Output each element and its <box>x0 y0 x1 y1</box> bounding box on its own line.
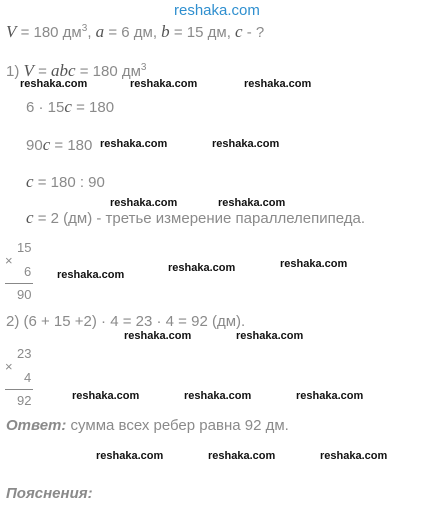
watermark: reshaka.com <box>124 330 192 342</box>
watermark: reshaka.com <box>212 138 280 150</box>
mult1-result: 90 <box>17 287 32 302</box>
mult1-sign: × <box>5 253 13 268</box>
watermark: reshaka.com <box>110 197 178 209</box>
given-volume: = 180 дм <box>20 24 82 41</box>
step1-formula: 1) V = abc = 180 $дм^3$ <box>6 61 147 80</box>
watermark: reshaka.com <box>244 78 312 90</box>
mult2-bottom: 4 <box>24 370 32 385</box>
step2-line: 2) (6 + 15 +2) · 4 = 23 · 4 = 92 (дм). <box>6 313 246 330</box>
answer-text: сумма всех ребер равна 92 дм. <box>70 417 289 434</box>
calc-line-4: c = 2 (дм) - третье измерение параллелепипеда. <box>26 208 366 227</box>
var-a: a <box>95 22 105 41</box>
watermark: reshaka.com <box>320 450 388 462</box>
watermark: reshaka.com <box>57 269 125 281</box>
var-b: b <box>161 22 170 41</box>
site-header[interactable]: reshaka.com <box>174 2 260 19</box>
answer-label: Ответ: <box>6 417 67 434</box>
mult2-sign: × <box>5 359 13 374</box>
watermark: reshaka.com <box>184 390 252 402</box>
explanations-heading: Пояснения: <box>6 485 93 502</box>
watermark: reshaka.com <box>208 450 276 462</box>
mult1-top: 15 <box>17 240 32 255</box>
watermark: reshaka.com <box>100 138 168 150</box>
mult2-top: 23 <box>17 346 32 361</box>
watermark: reshaka.com <box>20 78 88 90</box>
watermark: reshaka.com <box>296 390 364 402</box>
watermark: reshaka.com <box>236 330 304 342</box>
watermark: reshaka.com <box>218 197 286 209</box>
calc-line-1: 6 · 15c = 180 <box>26 97 115 116</box>
var-v: V <box>6 22 17 41</box>
calc-line-2: 90c = 180 <box>26 135 93 154</box>
mult2-rule <box>5 389 33 390</box>
watermark: reshaka.com <box>168 262 236 274</box>
answer-line <box>6 417 289 434</box>
mult1-bottom: 6 <box>24 264 32 279</box>
watermark: reshaka.com <box>130 78 198 90</box>
mult1-rule <box>5 283 33 284</box>
watermark: reshaka.com <box>280 258 348 270</box>
mult2-result: 92 <box>17 393 32 408</box>
watermark: reshaka.com <box>72 390 140 402</box>
var-c: c <box>235 22 243 41</box>
watermark: reshaka.com <box>96 450 164 462</box>
given-line: V = 180 $дм^3$, a = 6 дм, b = 15 дм, c - ? <box>6 22 265 41</box>
calc-line-3: c = 180 : 90 <box>26 172 105 191</box>
